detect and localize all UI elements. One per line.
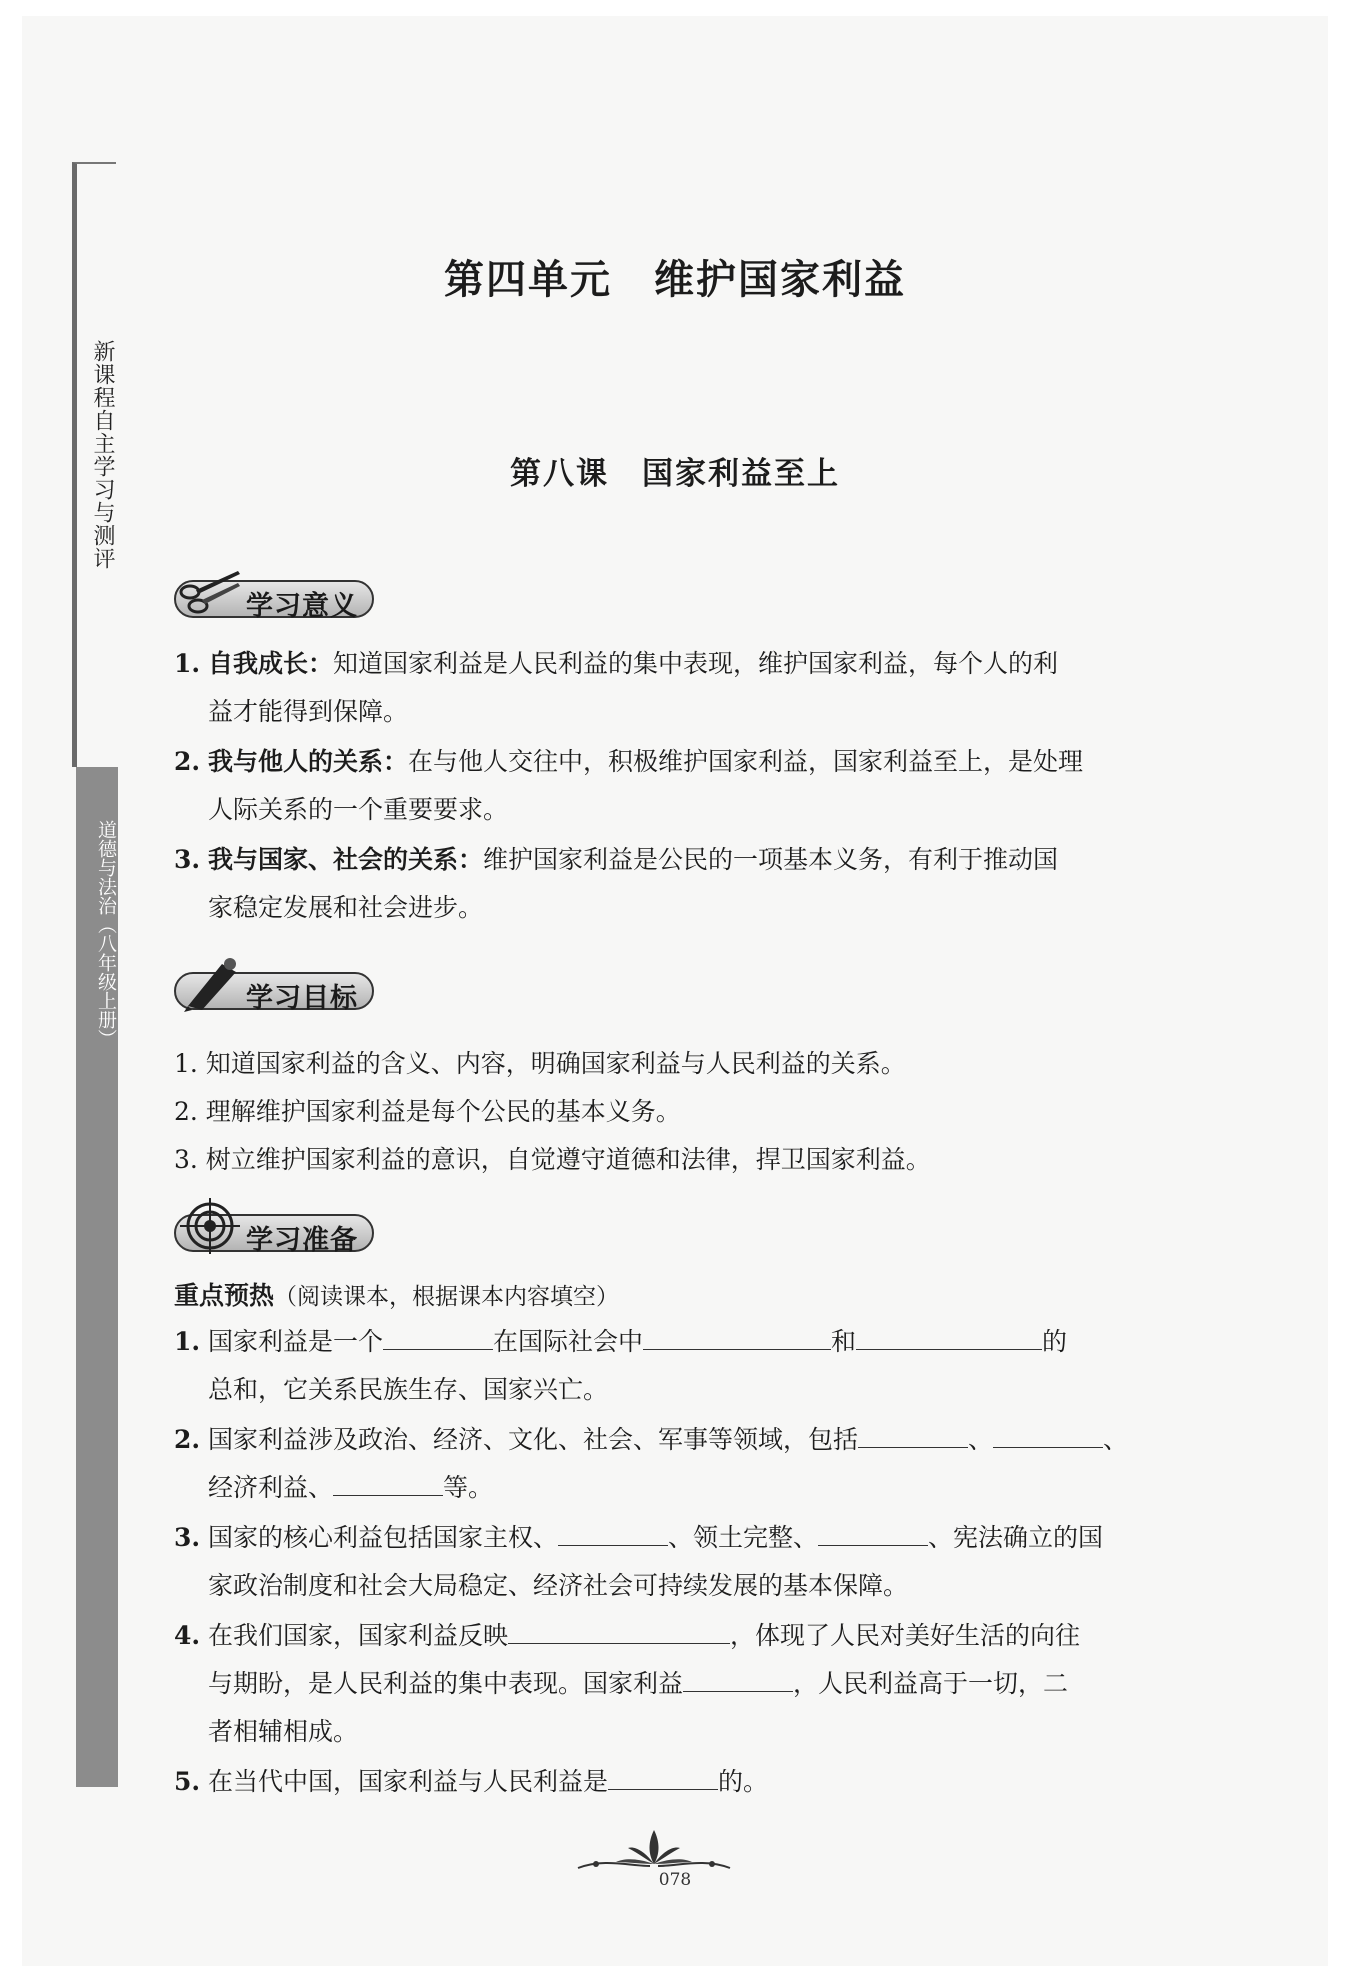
- page-number: 078: [658, 1870, 692, 1890]
- answer-blank[interactable]: [993, 1423, 1103, 1448]
- goal-item: 1. 知道国家利益的含义、内容，明确国家利益与人民利益的关系。: [174, 1049, 906, 1078]
- goal-item: 3. 树立维护国家利益的意识，自觉遵守道德和法律，捍卫国家利益。: [174, 1145, 931, 1174]
- section-goals-header: [174, 964, 380, 1014]
- pen-icon: [178, 954, 242, 1014]
- answer-blank[interactable]: [858, 1423, 968, 1448]
- answer-blank[interactable]: [558, 1521, 668, 1546]
- answer-blank[interactable]: [683, 1667, 793, 1692]
- section-prep-label: 学习准备: [246, 1225, 358, 1256]
- answer-blank[interactable]: [643, 1325, 831, 1350]
- section-prep-header: [174, 1206, 380, 1256]
- answer-blank[interactable]: [818, 1521, 928, 1546]
- scissors-icon: [178, 562, 242, 622]
- series-title: 新课程自主学习与测评: [90, 340, 115, 570]
- goal-item: 2. 理解维护国家利益是每个公民的基本义务。: [174, 1097, 681, 1126]
- answer-blank[interactable]: [508, 1619, 730, 1644]
- answer-blank[interactable]: [608, 1765, 718, 1790]
- unit-title: 第四单元 维护国家利益: [444, 256, 906, 303]
- section-goals-label: 学习目标: [246, 983, 358, 1014]
- answer-blank[interactable]: [383, 1325, 493, 1350]
- subject-title: 道德与法治（八年级上册）: [95, 820, 117, 1048]
- lesson-title: 第八课 国家利益至上: [510, 456, 840, 492]
- answer-blank[interactable]: [856, 1325, 1042, 1350]
- section-meaning-label: 学习意义: [246, 591, 358, 622]
- section-meaning-header: [174, 572, 380, 622]
- target-icon: [178, 1196, 242, 1256]
- preheat-heading: 重点预热（阅读课本，根据课本内容填空）: [174, 1281, 620, 1310]
- answer-blank[interactable]: [333, 1471, 443, 1496]
